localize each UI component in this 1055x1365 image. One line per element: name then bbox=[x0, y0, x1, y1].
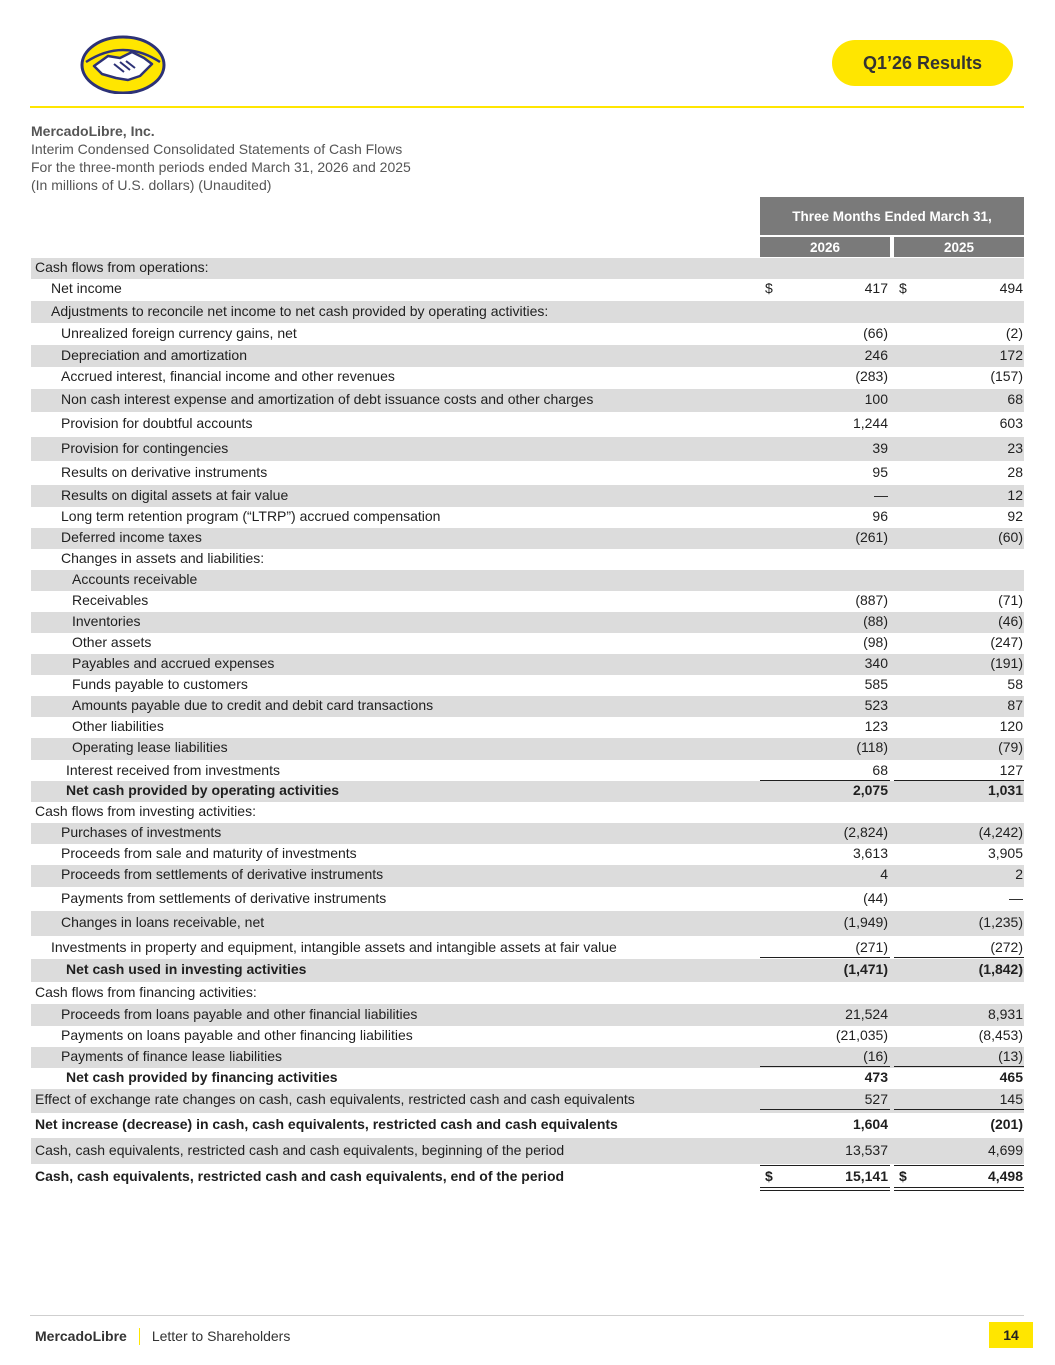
value-2025: (157) bbox=[990, 368, 1023, 384]
value-2025: (1,235) bbox=[978, 914, 1023, 930]
row-label: Payments of finance lease liabilities bbox=[61, 1048, 283, 1064]
value-2025: 145 bbox=[999, 1091, 1023, 1107]
row-label: Payments from settlements of derivative instruments bbox=[61, 890, 387, 906]
value-2026: 527 bbox=[864, 1091, 888, 1107]
row-label: Changes in loans receivable, net bbox=[61, 914, 265, 930]
table-row bbox=[0, 845, 1055, 863]
row-label: Effect of exchange rate changes on cash, cash equivalents, restricted cash and cash equivalents bbox=[35, 1091, 635, 1107]
row-label: Inventories bbox=[72, 613, 141, 629]
subtotal-underline bbox=[760, 1109, 890, 1110]
currency-symbol-2026: $ bbox=[765, 280, 773, 296]
value-2026: 3,613 bbox=[852, 845, 888, 861]
row-label: Proceeds from settlements of derivative instruments bbox=[61, 866, 384, 882]
value-2026: 340 bbox=[864, 655, 888, 671]
table-row bbox=[0, 1027, 1055, 1045]
row-label: Accounts receivable bbox=[72, 571, 198, 587]
row-label: Long term retention program (“LTRP”) accrued compensation bbox=[61, 508, 441, 524]
column-header-2026: 2026 bbox=[760, 237, 890, 257]
footer-separator bbox=[139, 1328, 140, 1345]
table-row bbox=[0, 325, 1055, 343]
total-double-underline bbox=[760, 1187, 890, 1191]
row-label: Non cash interest expense and amortization of debt issuance costs and other charges bbox=[61, 391, 594, 407]
value-2025: 23 bbox=[1007, 440, 1023, 456]
value-2025: (272) bbox=[990, 939, 1023, 955]
value-2026: 95 bbox=[872, 464, 888, 480]
row-label: Amounts payable due to credit and debit card transactions bbox=[72, 697, 434, 713]
value-2025: 12 bbox=[1007, 487, 1023, 503]
table-row bbox=[0, 1069, 1055, 1087]
row-label: Net income bbox=[51, 280, 122, 296]
row-label: Cash, cash equivalents, restricted cash and cash equivalents, beginning of the period bbox=[35, 1142, 565, 1158]
value-2026: 13,537 bbox=[845, 1142, 888, 1158]
value-2026: (2,824) bbox=[843, 824, 888, 840]
row-label: Purchases of investments bbox=[61, 824, 222, 840]
value-2026: 2,075 bbox=[852, 782, 888, 798]
currency-symbol-2026: $ bbox=[765, 1168, 773, 1184]
currency-symbol-2025: $ bbox=[899, 280, 907, 296]
table-row bbox=[0, 890, 1055, 908]
value-2026: (118) bbox=[856, 739, 888, 755]
row-label: Net cash used in investing activities bbox=[66, 961, 307, 977]
value-2025: (60) bbox=[998, 529, 1023, 545]
value-2025: (46) bbox=[998, 613, 1023, 629]
table-row bbox=[0, 280, 1055, 298]
table-row bbox=[0, 697, 1055, 715]
value-2025: (2) bbox=[1005, 325, 1023, 341]
table-row bbox=[0, 634, 1055, 652]
value-2026: 96 bbox=[872, 508, 888, 524]
subtotal-underline bbox=[760, 957, 890, 958]
value-2026: (21,035) bbox=[835, 1027, 888, 1043]
table-row bbox=[0, 939, 1055, 957]
row-label: Results on digital assets at fair value bbox=[61, 487, 289, 503]
subtotal-underline bbox=[894, 1066, 1024, 1067]
row-label: Adjustments to reconcile net income to net cash provided by operating activities: bbox=[51, 303, 549, 319]
column-group-header: Three Months Ended March 31, bbox=[760, 197, 1024, 235]
value-2026: 417 bbox=[864, 280, 888, 296]
value-2025: (201) bbox=[990, 1116, 1023, 1132]
top-divider bbox=[30, 106, 1024, 108]
currency-symbol-2025: $ bbox=[899, 1168, 907, 1184]
quarter-badge: Q1’26 Results bbox=[832, 40, 1013, 86]
subtotal-underline bbox=[894, 957, 1024, 958]
value-2026: (66) bbox=[863, 325, 888, 341]
value-2025: 603 bbox=[999, 415, 1023, 431]
subtotal-underline bbox=[760, 1066, 890, 1067]
row-label: Payables and accrued expenses bbox=[72, 655, 275, 671]
table-row bbox=[0, 1142, 1055, 1160]
value-2025: 28 bbox=[1007, 464, 1023, 480]
value-2025: 8,931 bbox=[987, 1006, 1023, 1022]
value-2025: 4,699 bbox=[987, 1142, 1023, 1158]
total-double-underline bbox=[894, 1187, 1024, 1191]
row-label: Net cash provided by financing activities bbox=[66, 1069, 338, 1085]
value-2025: (79) bbox=[998, 739, 1023, 755]
row-label: Provision for contingencies bbox=[61, 440, 229, 456]
table-row bbox=[0, 914, 1055, 932]
value-2026: 100 bbox=[864, 391, 888, 407]
value-2026: 1,244 bbox=[852, 415, 888, 431]
value-2026: (16) bbox=[863, 1048, 888, 1064]
value-2026: 39 bbox=[872, 440, 888, 456]
footer-divider bbox=[30, 1315, 1024, 1316]
value-2025: 172 bbox=[999, 347, 1023, 363]
table-row bbox=[0, 803, 1055, 821]
value-2026: 473 bbox=[864, 1069, 888, 1085]
row-label: Cash, cash equivalents, restricted cash and cash equivalents, end of the period bbox=[35, 1168, 565, 1184]
value-2026: — bbox=[874, 487, 888, 503]
statement-title: Interim Condensed Consolidated Statements of Cash Flows bbox=[31, 141, 403, 157]
subtotal-underline bbox=[894, 1109, 1024, 1110]
value-2026: (887) bbox=[855, 592, 888, 608]
value-2025: 68 bbox=[1007, 391, 1023, 407]
row-label: Other assets bbox=[72, 634, 152, 650]
table-row bbox=[0, 984, 1055, 1002]
value-2026: 523 bbox=[864, 697, 888, 713]
row-label: Proceeds from sale and maturity of investments bbox=[61, 845, 357, 861]
column-header-2025: 2025 bbox=[894, 237, 1024, 257]
table-row bbox=[0, 303, 1055, 321]
value-2025: 92 bbox=[1007, 508, 1023, 524]
statement-period: For the three-month periods ended March 31, 2026 and 2025 bbox=[31, 159, 411, 175]
table-row bbox=[0, 571, 1055, 589]
table-row bbox=[0, 739, 1055, 757]
row-label: Other liabilities bbox=[72, 718, 164, 734]
row-label: Changes in assets and liabilities: bbox=[61, 550, 265, 566]
value-2026: 1,604 bbox=[852, 1116, 888, 1132]
table-row bbox=[0, 762, 1055, 780]
row-label: Proceeds from loans payable and other financial liabilities bbox=[61, 1006, 418, 1022]
table-row bbox=[0, 550, 1055, 568]
value-2026: (271) bbox=[855, 939, 888, 955]
table-row bbox=[0, 1116, 1055, 1134]
table-row bbox=[0, 508, 1055, 526]
value-2025: 120 bbox=[999, 718, 1023, 734]
row-label: Funds payable to customers bbox=[72, 676, 248, 692]
table-row bbox=[0, 415, 1055, 433]
row-label: Results on derivative instruments bbox=[61, 464, 268, 480]
total-overline bbox=[894, 1165, 1024, 1166]
table-row bbox=[0, 782, 1055, 800]
value-2025: (247) bbox=[990, 634, 1023, 650]
row-label: Depreciation and amortization bbox=[61, 347, 247, 363]
footer bbox=[35, 1327, 290, 1345]
statement-units: (In millions of U.S. dollars) (Unaudited) bbox=[31, 177, 272, 193]
table-row bbox=[0, 824, 1055, 842]
value-2025: 465 bbox=[999, 1069, 1023, 1085]
value-2025: (1,842) bbox=[978, 961, 1023, 977]
table-row bbox=[0, 961, 1055, 979]
value-2026: 246 bbox=[864, 347, 888, 363]
company-name: MercadoLibre, Inc. bbox=[31, 123, 155, 139]
value-2026: 585 bbox=[864, 676, 888, 692]
value-2025: 1,031 bbox=[987, 782, 1023, 798]
total-overline bbox=[760, 1165, 890, 1166]
row-label: Accrued interest, financial income and other revenues bbox=[61, 368, 395, 384]
value-2026: 123 bbox=[864, 718, 888, 734]
table-row bbox=[0, 1048, 1055, 1066]
table-row bbox=[0, 718, 1055, 736]
value-2026: 21,524 bbox=[845, 1006, 888, 1022]
table-row bbox=[0, 613, 1055, 631]
table-row bbox=[0, 464, 1055, 482]
row-label: Deferred income taxes bbox=[61, 529, 202, 545]
table-row bbox=[0, 440, 1055, 458]
value-2025: 3,905 bbox=[987, 845, 1023, 861]
value-2026: (1,949) bbox=[843, 914, 888, 930]
row-label: Unrealized foreign currency gains, net bbox=[61, 325, 297, 341]
value-2025: (8,453) bbox=[978, 1027, 1023, 1043]
row-label: Receivables bbox=[72, 592, 149, 608]
table-row bbox=[0, 487, 1055, 505]
value-2026: (88) bbox=[863, 613, 888, 629]
value-2026: (261) bbox=[855, 529, 888, 545]
table-row bbox=[0, 368, 1055, 386]
table-row bbox=[0, 676, 1055, 694]
value-2026: 15,141 bbox=[845, 1168, 888, 1184]
value-2026: (1,471) bbox=[843, 961, 888, 977]
row-label: Cash flows from investing activities: bbox=[35, 803, 256, 819]
footer-brand: MercadoLibre bbox=[35, 1328, 127, 1344]
table-row bbox=[0, 1006, 1055, 1024]
row-label: Provision for doubtful accounts bbox=[61, 415, 253, 431]
value-2025: 127 bbox=[999, 762, 1023, 778]
footer-document-name: Letter to Shareholders bbox=[151, 1328, 291, 1344]
value-2025: 494 bbox=[999, 280, 1023, 296]
row-label: Interest received from investments bbox=[66, 762, 280, 778]
row-label: Investments in property and equipment, intangible assets and intangible assets at fair value bbox=[51, 939, 617, 955]
value-2025: 58 bbox=[1007, 676, 1023, 692]
value-2025: (13) bbox=[998, 1048, 1023, 1064]
mercadolibre-logo bbox=[80, 34, 166, 94]
value-2025: (71) bbox=[998, 592, 1023, 608]
value-2026: (283) bbox=[855, 368, 888, 384]
table-row bbox=[0, 1091, 1055, 1109]
row-label: Net cash provided by operating activities bbox=[66, 782, 340, 798]
table-row bbox=[0, 592, 1055, 610]
value-2025: 4,498 bbox=[987, 1168, 1023, 1184]
page-number: 14 bbox=[989, 1322, 1033, 1348]
table-row bbox=[0, 391, 1055, 409]
table-row bbox=[0, 529, 1055, 547]
row-label: Net increase (decrease) in cash, cash equivalents, restricted cash and cash equivalents bbox=[35, 1116, 618, 1132]
table-row bbox=[0, 259, 1055, 277]
table-row bbox=[0, 347, 1055, 365]
row-label: Operating lease liabilities bbox=[72, 739, 228, 755]
value-2025: — bbox=[1009, 890, 1023, 906]
row-label: Cash flows from operations: bbox=[35, 259, 209, 275]
value-2025: (4,242) bbox=[978, 824, 1023, 840]
table-row bbox=[0, 655, 1055, 673]
value-2026: (98) bbox=[863, 634, 888, 650]
statement-header bbox=[31, 122, 411, 194]
table-row bbox=[0, 1168, 1055, 1186]
value-2026: (44) bbox=[863, 890, 888, 906]
value-2025: 2 bbox=[1015, 866, 1023, 882]
value-2025: 87 bbox=[1007, 697, 1023, 713]
row-label: Payments on loans payable and other financing liabilities bbox=[61, 1027, 413, 1043]
table-row bbox=[0, 866, 1055, 884]
row-label: Cash flows from financing activities: bbox=[35, 984, 257, 1000]
value-2026: 68 bbox=[872, 762, 888, 778]
value-2026: 4 bbox=[880, 866, 888, 882]
value-2025: (191) bbox=[990, 655, 1023, 671]
